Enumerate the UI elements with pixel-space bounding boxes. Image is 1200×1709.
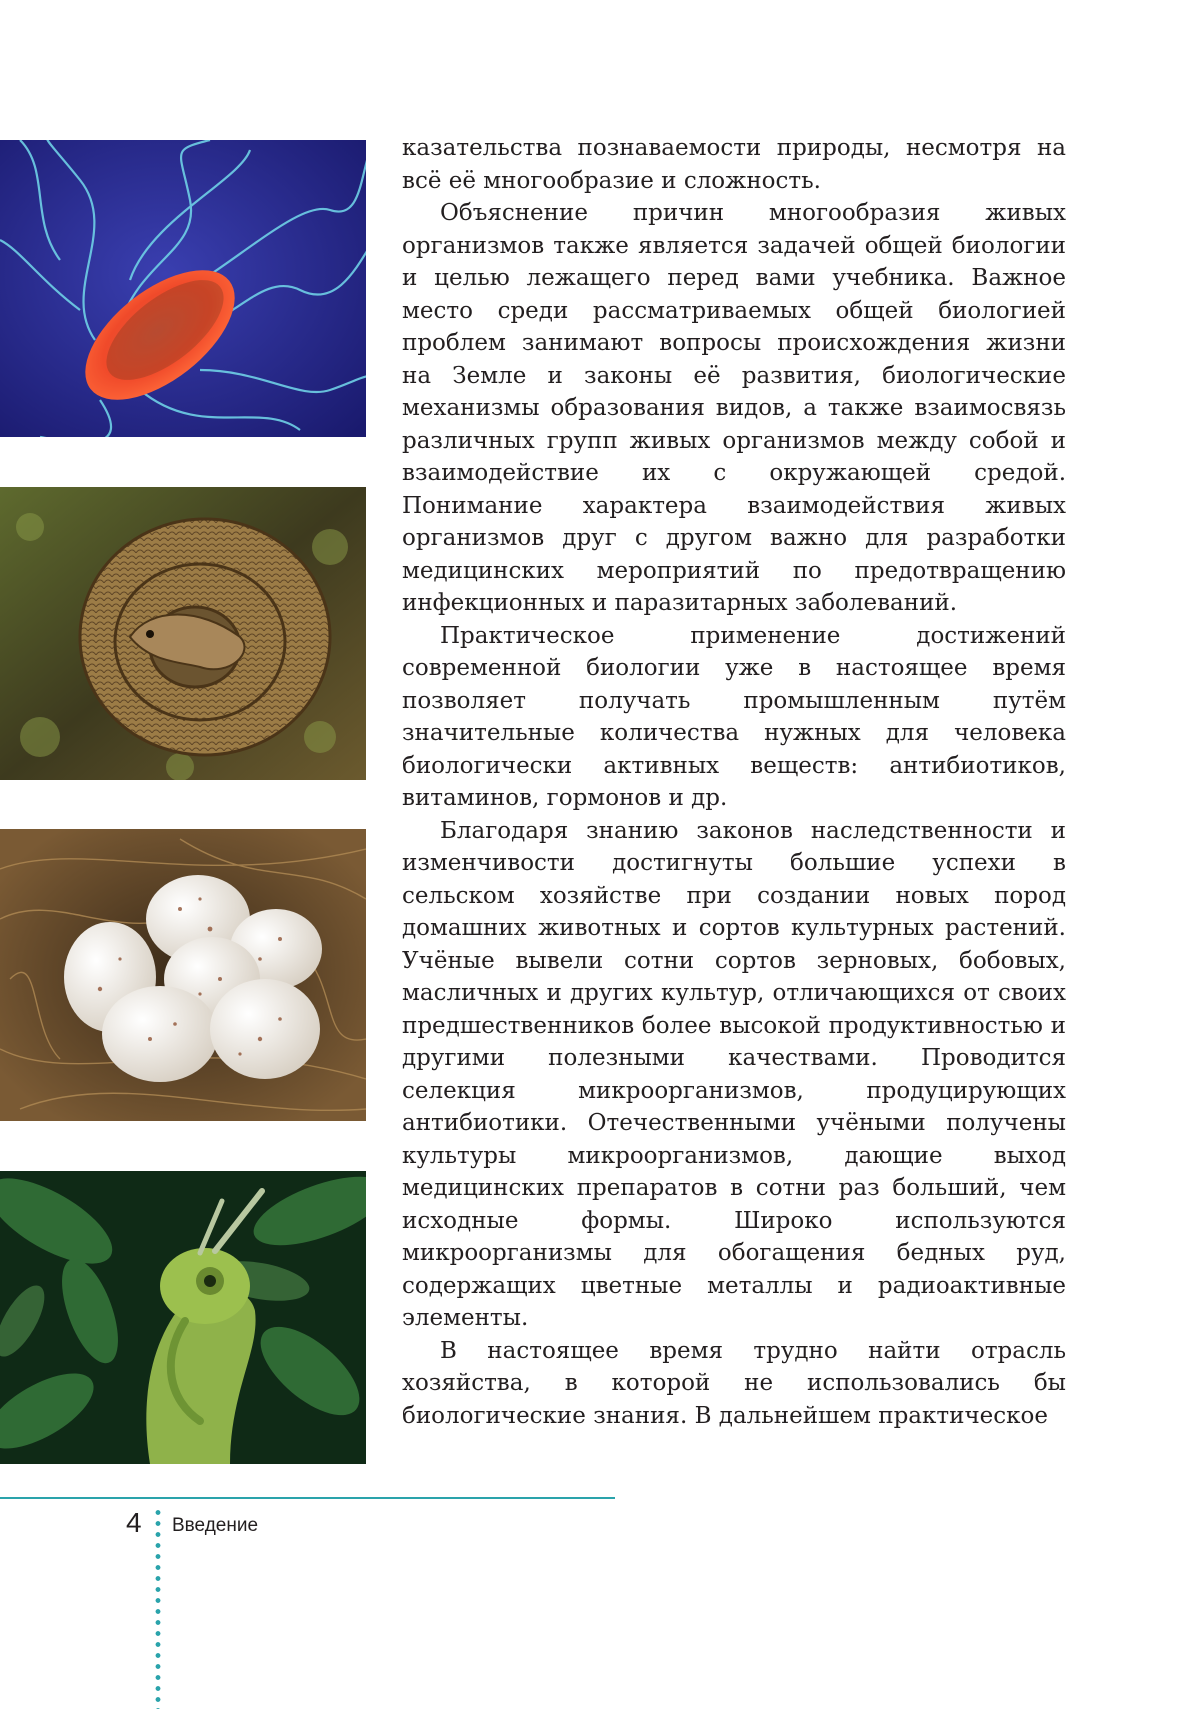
paragraph: Благодаря знанию законов наследственности и изменчивости достигнуты большие успехи в сельском хозяйстве при создании новых пород домашних животных и сортов культурных растений. Учёные вывели сотни сортов зерновых, бобовых, масличных и других культур, отличающихся от своих предшественников более высокой продуктивностью и другими полезными качествами. Проводится селекция микроорганизмов, продуцирующих антибиотики. Отечественными учёными получены культуры микроорганизмов, дающие выход медицинских препаратов в сотни раз больший, чем исходные формы. Широко используются микроорганизмы для обогащения бедных руд, содержащих цветные металлы и радиоактивные элементы. [402, 817, 1066, 1331]
paragraph: Объяснение причин многообразия живых организмов также является задачей общей биологии и целью лежащего перед вами учебника. Важное место среди рассматриваемых общей биологией проблем занимают вопросы происхождения жизни на Земле и законы её развития, биологические механизмы образования видов, а также взаимосвязь различных групп живых организмов между собой и взаимодействие их с окружающей средой. Понимание характера взаимодействия живых организмов друг с другом важно для разработки медицинских мероприятий по предотвращению инфекционных и паразитарных заболеваний. [402, 200, 1066, 616]
eggs-nest-illustration [0, 829, 366, 1121]
snake-illustration [0, 487, 366, 780]
page-number: 4 [126, 1507, 142, 1538]
dotted-divider [155, 1507, 161, 1709]
body-text [402, 132, 1066, 1432]
running-head: Введение [172, 1515, 259, 1536]
paragraph: В настоящее время трудно найти отрасль хозяйства, в которой не использовались бы биологические знания. В дальнейшем практическое [402, 1337, 1066, 1429]
footer-rule [0, 1497, 615, 1499]
snake-photo [0, 487, 366, 780]
eggs-nest-photo [0, 829, 366, 1121]
bacterium-illustration [0, 140, 366, 437]
chameleon-photo [0, 1171, 366, 1464]
paragraph: Практическое применение достижений современной биологии уже в настоящее время позволяет получать промышленным путём значительные количества нужных для человека биологически активных веществ: антибиотиков, витаминов, гормонов и др. [402, 622, 1066, 811]
paragraph: казательства познаваемости природы, несмотря на всё её многообразие и сложность. [402, 135, 1066, 194]
bacterium-photo [0, 140, 366, 437]
chameleon-illustration [0, 1171, 366, 1464]
